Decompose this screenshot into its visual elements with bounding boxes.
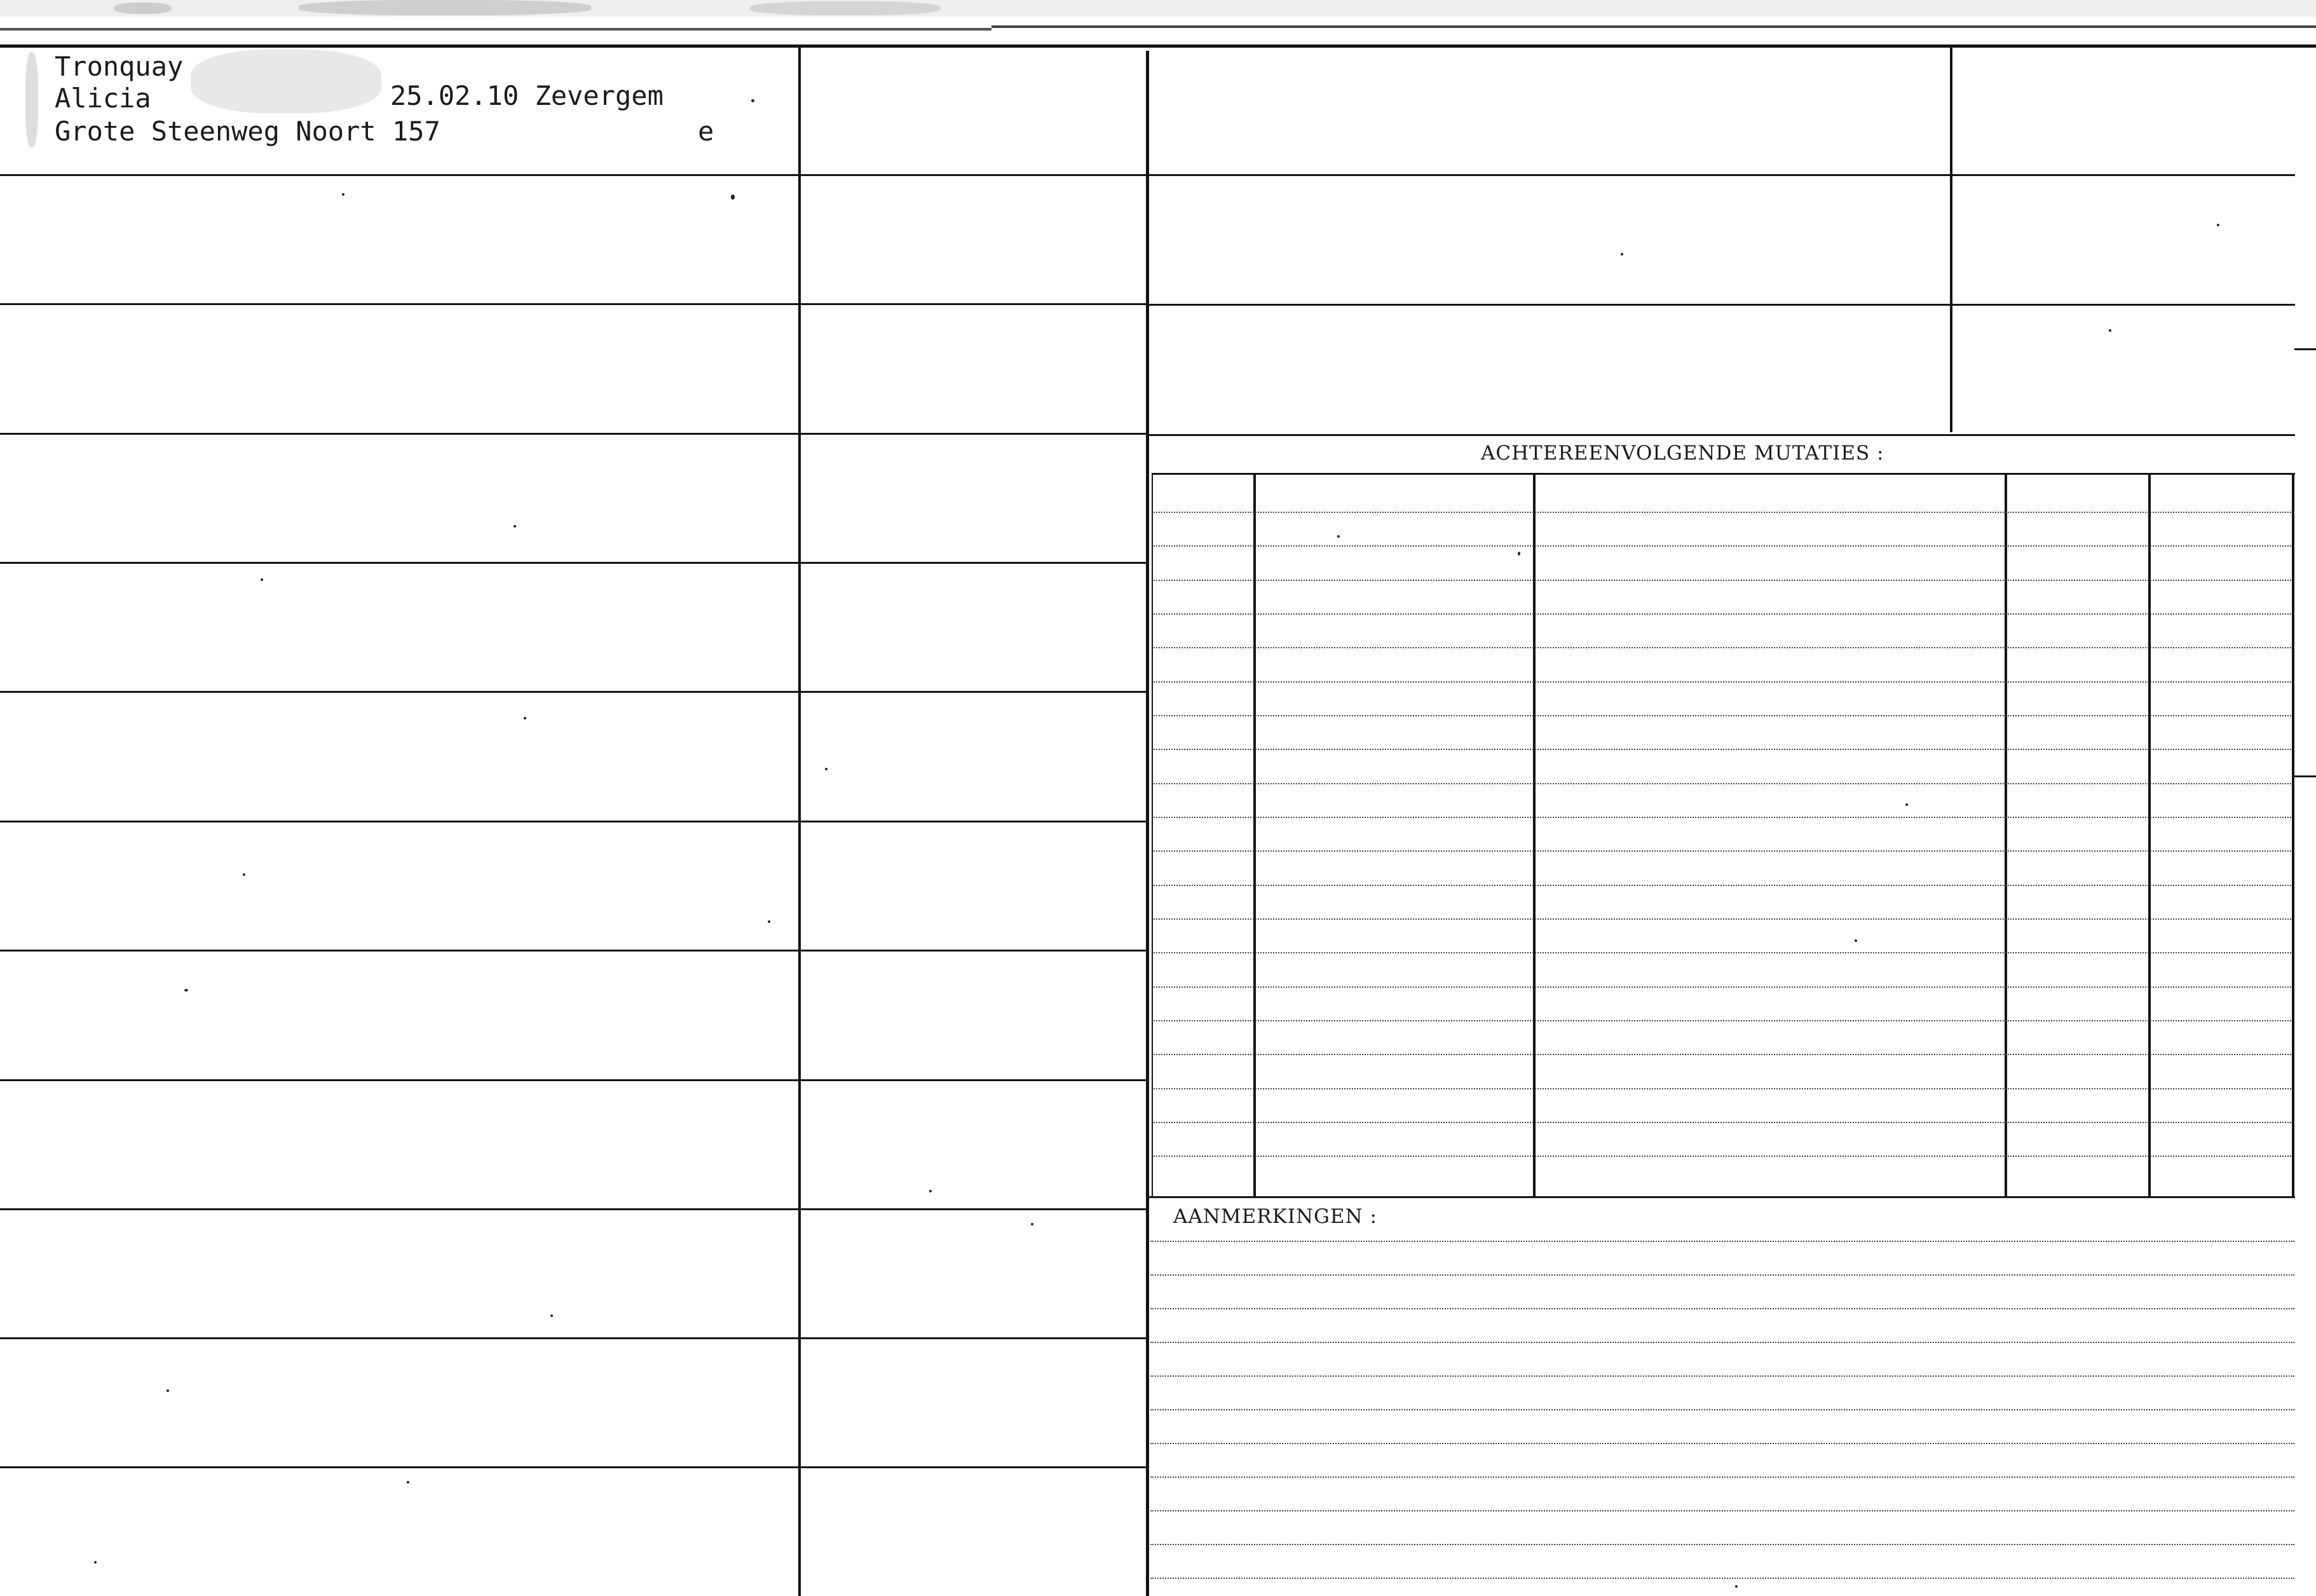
right-upper-divider (1950, 47, 1952, 432)
left-row-rule (0, 821, 1147, 822)
first-name-text: Alicia (55, 83, 151, 114)
left-row-rule (0, 1466, 1147, 1468)
scan-speck (243, 873, 245, 876)
scan-speck (94, 1561, 97, 1564)
scan-speck (731, 194, 735, 200)
scan-speck (751, 99, 754, 102)
scan-speck (1621, 253, 1623, 256)
remarks-ruled-line (1150, 1308, 2294, 1309)
mutations-ruled-line (1154, 647, 2291, 648)
scan-speck (514, 525, 516, 528)
stamp-smudge (191, 50, 381, 113)
remarks-ruled-line (1150, 1375, 2294, 1377)
remarks-ruled-line (1150, 1510, 2294, 1511)
scan-speck (524, 717, 526, 720)
margin-mark-text: e (698, 116, 714, 147)
left-row-rule (0, 691, 1147, 693)
remarks-ruled-line (1150, 1443, 2294, 1444)
remarks-ruled-line (1150, 1342, 2294, 1343)
edge-tick (2294, 348, 2316, 350)
scan-speck (1855, 939, 1857, 942)
mutations-ruled-line (1154, 1156, 2291, 1157)
left-row-rule (0, 174, 1147, 176)
left-row-rule (0, 950, 1147, 951)
right-upper-rule (1148, 174, 2295, 176)
mutations-ruled-line (1154, 850, 2291, 852)
scan-speck (261, 578, 263, 581)
mutations-ruled-line (1154, 918, 2291, 920)
scan-speck (167, 1389, 169, 1392)
remarks-ruled-line (1150, 1409, 2294, 1410)
mutations-ruled-line (1154, 783, 2291, 784)
mutations-top-rule (1148, 434, 2295, 436)
left-row-rule (0, 303, 1147, 305)
mutations-border-right (2292, 473, 2294, 1196)
scan-speck (2217, 224, 2219, 226)
scan-speck (1735, 1585, 1738, 1588)
mutations-ruled-line (1154, 512, 2291, 513)
remarks-ruled-line (1150, 1544, 2294, 1545)
stamp-smudge (25, 52, 38, 147)
remarks-ruled-line (1150, 1578, 2294, 1579)
mutations-border-left (1152, 473, 1153, 1196)
left-row-rule (0, 1337, 1147, 1339)
mutations-ruled-line (1154, 580, 2291, 581)
mutations-ruled-line (1154, 1020, 2291, 1021)
scan-speck (1337, 535, 1340, 538)
scan-speck (1031, 1223, 1033, 1225)
left-row-rule (0, 1208, 1147, 1210)
mutations-ruled-line (1154, 952, 2291, 953)
birth-date-place-text: 25.02.10 Zevergem (390, 80, 664, 111)
scan-speck (768, 920, 770, 923)
remarks-ruled-line (1150, 1477, 2294, 1478)
scan-noise (750, 1, 941, 15)
mutations-ruled-line (1154, 715, 2291, 716)
remarks-ruled-line (1150, 1274, 2294, 1276)
mutations-ruled-line (1154, 885, 2291, 886)
address-text: Grote Steenweg Noort 157 (55, 116, 440, 147)
left-row-rule (0, 1079, 1147, 1081)
scan-speck (184, 989, 188, 992)
mutations-ruled-line (1154, 681, 2291, 683)
mutations-ruled-line (1154, 1054, 2291, 1055)
mutations-heading: ACHTEREENVOLGENDE MUTATIES : (1481, 442, 1884, 465)
scan-noise (299, 0, 591, 15)
scan-speck (2109, 329, 2111, 332)
mutations-bottom-rule (1148, 1196, 2295, 1198)
edge-tick (2294, 775, 2316, 777)
mutations-ruled-line (1154, 1122, 2291, 1123)
top-edge-line (991, 25, 2316, 28)
scan-speck (407, 1481, 409, 1483)
scan-speck (1905, 803, 1908, 806)
scan-speck (929, 1190, 932, 1192)
mutations-header-rule (1152, 473, 2295, 475)
remarks-ruled-line (1150, 1241, 2294, 1242)
top-edge-line (0, 28, 991, 31)
mutations-ruled-line (1154, 817, 2291, 818)
top-border (0, 44, 2316, 48)
mutations-ruled-line (1154, 545, 2291, 547)
scan-speck (550, 1314, 553, 1317)
remarks-heading: AANMERKINGEN : (1173, 1205, 1377, 1228)
scan-noise (114, 3, 172, 14)
scan-speck (825, 768, 828, 770)
mutations-ruled-line (1154, 986, 2291, 988)
scan-speck (1518, 552, 1520, 556)
scan-speck (342, 193, 344, 196)
mutations-ruled-line (1154, 613, 2291, 615)
surname-text: Tronquay (55, 51, 184, 82)
right-upper-rule (1148, 304, 2295, 306)
mutations-ruled-line (1154, 749, 2291, 750)
mutations-ruled-line (1154, 1088, 2291, 1089)
left-row-rule (0, 562, 1147, 564)
center-column-divider (1146, 51, 1149, 1596)
left-row-rule (0, 433, 1147, 435)
